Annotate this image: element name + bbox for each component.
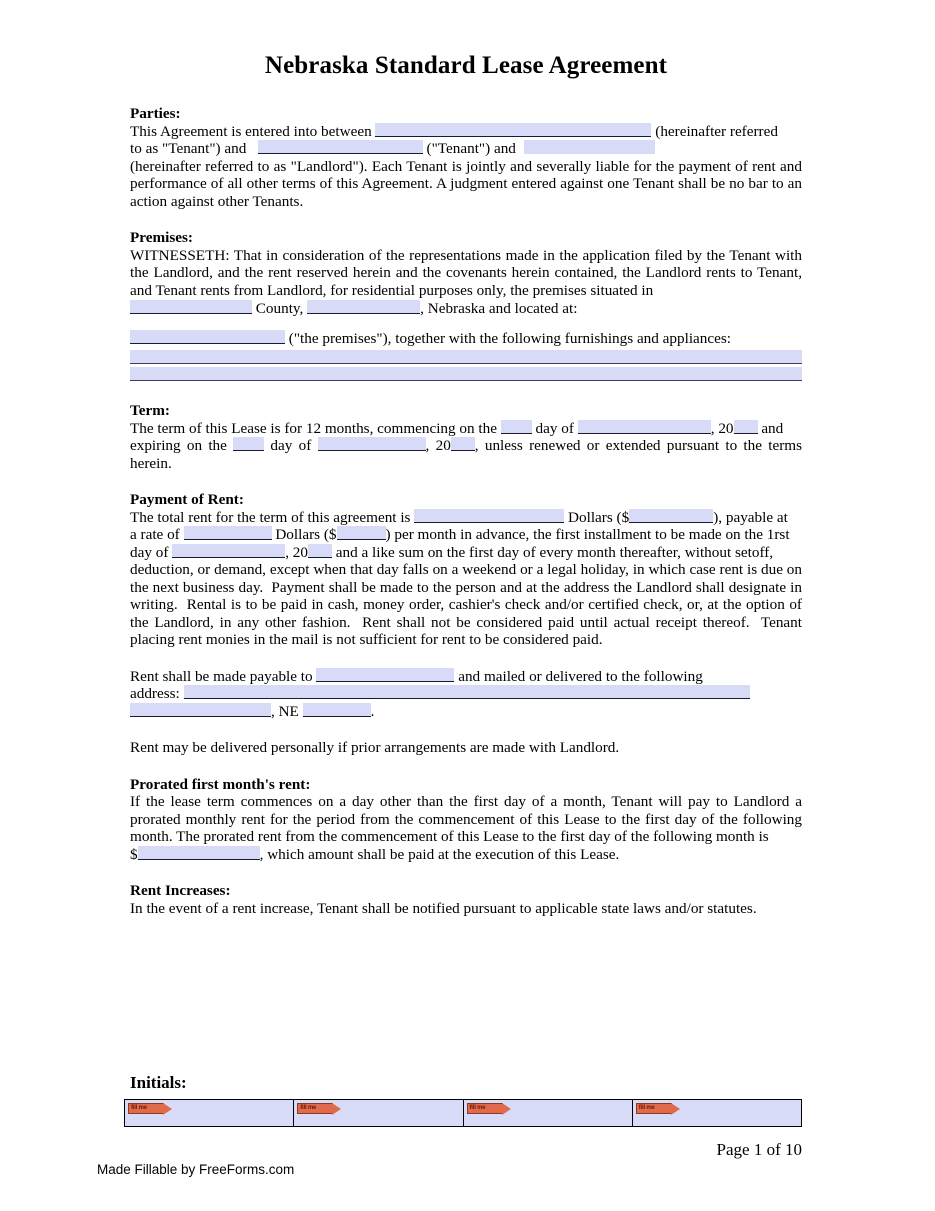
- term-heading: Term:: [130, 402, 170, 419]
- landlord-zip-field[interactable]: [303, 703, 371, 717]
- parties-text-5: (hereinafter referred to as "Landlord"). Each Tenant is jointly and severally liable for the payment of rent and performance of all other terms of this Agreement. A judgment entered against one Tenant shall be no bar to an action against other Tenants.: [130, 157, 802, 210]
- payment-line-1: [130, 509, 802, 527]
- payable-text-3: address:: [130, 685, 180, 702]
- term-text-1: The term of this Lease is for 12 months, commencing on the: [130, 419, 497, 437]
- payable-to-field[interactable]: [316, 668, 454, 682]
- rent-increases-heading: Rent Increases:: [130, 882, 231, 899]
- county-field[interactable]: [130, 300, 252, 314]
- tenant-name-field-1[interactable]: [375, 123, 651, 137]
- state-city-field[interactable]: [307, 300, 420, 314]
- premises-address-field[interactable]: [130, 330, 285, 344]
- total-rent-words-field[interactable]: [414, 509, 564, 523]
- payment-line-3: [130, 544, 802, 562]
- address-line-1: [130, 685, 802, 703]
- parties-text-2: (hereinafter referred: [655, 122, 778, 140]
- fill-me-label: fill me: [131, 1105, 147, 1111]
- prorated-text-1: If the lease term commences on a day other than the first day of a month, Tenant will pay to Landlord a prorated monthly rent for the period from the commencement of this Lease to the first day of the following month. The prorated rent from the commencement of this Lease to the first day of the following month is: [130, 793, 802, 845]
- prorated-amount-field[interactable]: [138, 846, 260, 860]
- fill-me-label: fill me: [638, 1105, 655, 1111]
- premises-text-4: ("the premises"), together with the following furnishings and appliances:: [288, 329, 731, 347]
- page-number: Page 1 of 10: [716, 1140, 802, 1159]
- tenant-name-field-2[interactable]: [258, 140, 423, 154]
- payable-text-5: .: [370, 702, 375, 720]
- total-rent-amount-field[interactable]: [629, 509, 713, 523]
- section-payment-of-rent: [130, 491, 802, 757]
- payment-text-7: day of: [130, 543, 169, 561]
- parties-heading: Parties:: [130, 105, 181, 122]
- payment-line-2: [130, 526, 802, 544]
- commence-year-field[interactable]: [734, 420, 758, 434]
- monthly-rate-amount-field[interactable]: [337, 526, 386, 540]
- personal-delivery-text: Rent may be delivered personally if prior arrangements are made with Landlord.: [130, 739, 620, 756]
- payment-text-8: , 20: [285, 543, 308, 561]
- payment-text-9-inline: and a like sum on the first day of every month thereafter, without setoff,: [335, 543, 774, 561]
- expire-year-field[interactable]: [451, 437, 475, 451]
- term-text-8: , unless renewed or extended pursuant to the terms herein.: [130, 437, 802, 472]
- prorated-heading: Prorated first month's rent:: [130, 775, 311, 793]
- payment-text-3: ), payable at: [713, 508, 788, 526]
- fill-me-label: fill me: [300, 1105, 317, 1111]
- section-parties: [130, 105, 802, 210]
- address-line-2: [130, 703, 802, 721]
- section-rent-increases: [130, 882, 802, 917]
- fill-me-tag-icon: [128, 1103, 164, 1114]
- initials-box-2[interactable]: [293, 1099, 462, 1127]
- parties-line-2: [130, 140, 802, 158]
- initials-area: [130, 1073, 810, 1127]
- rent-increases-text: In the event of a rent increase, Tenant shall be notified pursuant to applicable state laws and/or statutes.: [130, 899, 757, 917]
- page-title: Nebraska Standard Lease Agreement: [264, 52, 668, 79]
- fill-me-tag-icon: [467, 1103, 503, 1114]
- prorated-amount-line: [130, 846, 802, 864]
- landlord-city-field[interactable]: [130, 703, 271, 717]
- payment-text-6: ) per month in advance, the first installment to be made on the 1rst: [385, 526, 790, 543]
- payment-paragraph-rest: deduction, or demand, except when that day falls on a weekend or a legal holiday, in which case rent is due on the next business day. Payment shall be made to the person and at the address the Landlord shall designate in writing. Rental is to be paid in cash, money order, cashier's check and/or certified check, or, at the option of the Landlord, in any other fashion. Rent shall not be considered paid until actual receipt thereof. Tenant placing rent monies in the mail is not sufficient for rent to be considered paid.: [130, 561, 802, 648]
- premises-heading: Premises:: [130, 229, 193, 246]
- term-text-4: and: [761, 419, 784, 437]
- payable-text-2: and mailed or delivered to the following: [458, 667, 703, 685]
- parties-line-1: [130, 123, 802, 141]
- monthly-rate-words-field[interactable]: [184, 526, 272, 540]
- term-line-1: [130, 420, 802, 438]
- initials-row: [124, 1099, 802, 1127]
- payment-text-1: The total rent for the term of this agreement is: [130, 508, 411, 526]
- fill-me-tag-icon: [636, 1103, 672, 1114]
- prorated-text-3: , which amount shall be paid at the execution of this Lease.: [259, 845, 620, 863]
- prorated-text-2: $: [130, 845, 138, 863]
- first-payment-month-field[interactable]: [172, 544, 285, 558]
- payable-text-1: Rent shall be made payable to: [130, 667, 313, 685]
- commence-month-field[interactable]: [578, 420, 711, 434]
- section-term: [130, 402, 802, 472]
- term-text-7: , 20: [425, 437, 451, 454]
- parties-text-4: ("Tenant") and: [426, 140, 516, 157]
- first-payment-year-field[interactable]: [308, 544, 332, 558]
- term-text-2: day of: [535, 419, 574, 437]
- furnishings-field-line-1[interactable]: [130, 350, 802, 364]
- premises-text-1: WITNESSETH: That in consideration of the representations made in the application filed by the Tenant with the Landlord, and the rent reserved herein and the covenants herein contained, the Landlord rents to Tenant, and Tenant rents from Landlord, for residential purposes only, the premises situated in: [130, 246, 802, 299]
- premises-text-3: , Nebraska and located at:: [420, 300, 578, 317]
- payment-text-2: Dollars ($: [568, 508, 630, 526]
- section-prorated-rent: [130, 776, 802, 864]
- initials-heading: Initials:: [130, 1073, 187, 1092]
- section-premises: [130, 229, 802, 381]
- parties-text-3: to as "Tenant") and: [130, 140, 247, 157]
- furnishings-field-line-2[interactable]: [130, 367, 802, 381]
- term-text-5: expiring on the: [130, 437, 227, 454]
- premises-address-line: [130, 330, 802, 348]
- landlord-name-field[interactable]: [524, 140, 655, 154]
- initials-box-3[interactable]: [463, 1099, 632, 1127]
- payment-heading: Payment of Rent:: [130, 491, 244, 508]
- term-text-3: , 20: [710, 419, 734, 437]
- expire-day-field[interactable]: [233, 437, 264, 451]
- payment-text-4: a rate of: [130, 526, 180, 543]
- parties-text-1: This Agreement is entered into between: [130, 122, 372, 140]
- term-text-6: day of: [270, 437, 312, 454]
- premises-text-2: County,: [255, 300, 304, 317]
- payable-to-line: [130, 668, 802, 686]
- initials-box-1[interactable]: [124, 1099, 293, 1127]
- footer-credit: Made Fillable by FreeForms.com: [97, 1162, 295, 1177]
- payable-text-4: , NE: [271, 702, 299, 720]
- premises-county-line: [130, 300, 802, 318]
- fill-me-tag-icon: [297, 1103, 333, 1114]
- fill-me-label: fill me: [469, 1105, 486, 1111]
- term-line-2: [130, 437, 802, 472]
- initials-box-4[interactable]: [632, 1099, 802, 1127]
- landlord-address-field[interactable]: [184, 685, 750, 699]
- expire-month-field[interactable]: [318, 437, 426, 451]
- payment-text-5: Dollars ($: [275, 526, 337, 543]
- commence-day-field[interactable]: [501, 420, 532, 434]
